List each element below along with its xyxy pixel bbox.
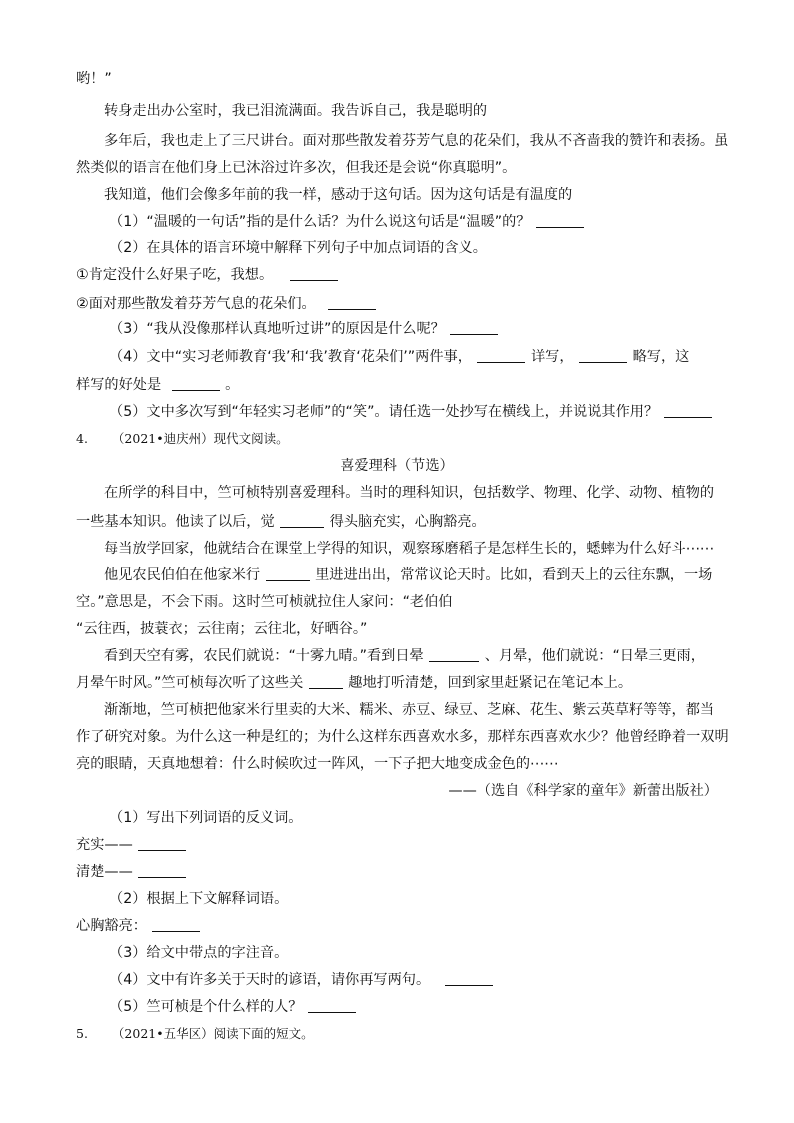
question-text: （5）文中多次写到“年轻实习老师”的“笑”。请任选一处抄写在横线上，并说说其作用？ (109, 404, 659, 420)
text-fragment: 里进进出出，常常议论天时。比如，看到天上的云往东飘，一场 (315, 567, 713, 583)
answer-blank[interactable] (328, 295, 376, 310)
text-fragment: 得头脑充实，心胸豁亮。 (329, 514, 486, 530)
text-line: 每当放学回家，他就结合在课堂上学得的知识，观察琢磨稻子是怎样生长的，蟋蟀为什么好斗⋯⋯ (104, 541, 715, 557)
answer-blank[interactable] (266, 566, 310, 581)
question-text: 样写的好处是 (76, 377, 162, 393)
text-line: 渐渐地，竺可桢把他家米行里卖的大米、糯米、赤豆、绿豆、芝麻、花生、紫云英草籽等等，都当 (104, 702, 715, 718)
question-2-1 (76, 265, 339, 285)
question-1 (109, 212, 585, 232)
text-line: （2）在具体的语言环境中解释下列句子中加点词语的含义。 (109, 240, 487, 256)
answer-blank[interactable] (138, 836, 186, 851)
text-fragment: 他见农民伯伯在他家米行 (104, 567, 261, 583)
question-4 (109, 347, 689, 367)
question-text: ②面对那些散发着芬芳气息的花朵们。 (76, 296, 316, 312)
problem-number: 5. (76, 1026, 88, 1041)
passage-source: ——（选自《科学家的童年》新蕾出版社） (448, 783, 718, 799)
text-fragment: 看到天空有雾，农民们就说：“十雾九晴。”看到日晕 (104, 648, 424, 664)
text-line-with-blank (104, 565, 712, 585)
answer-blank[interactable] (172, 376, 220, 391)
text-line: 在所学的科目中，竺可桢特别喜爱理科。当时的理科知识，包括数学、物理、化学、动物、植物的 (104, 485, 715, 501)
question-text: （5）竺可桢是个什么样的人？ (109, 999, 303, 1015)
problem-source: （2021•迪庆州）现代文阅读。 (111, 431, 289, 446)
answer-blank[interactable] (579, 348, 627, 363)
question-4-cont (76, 375, 239, 395)
text-fragment: 、月晕，他们就说：“日晕三更雨， (484, 648, 705, 664)
text-fragment: 月晕午时风。”竺可桢每次听了这些关 (76, 675, 304, 691)
question-4b (109, 970, 494, 990)
text-line: 亮的眼睛，天真地想着：什么时候吹过一阵风，一下子把大地变成金色的⋯⋯ (76, 756, 559, 772)
text-line: （1）写出下列词语的反义词。 (109, 810, 303, 826)
text-line: 空。”意思是，不会下雨。这时竺可桢就拉住人家问：“老伯伯 (76, 594, 453, 610)
text-fragment: 一些基本知识。他读了以后，觉 (76, 514, 275, 530)
question-text: （1）“温暖的一句话”指的是什么话？为什么说这句话是“温暖”的？ (109, 214, 531, 230)
question-text: 详写， (530, 349, 574, 365)
text-line: “云往西，披蓑衣；云往南；云往北，好晒谷。” (76, 621, 368, 637)
text-line: 哟！” (76, 71, 112, 87)
answer-blank[interactable] (477, 348, 525, 363)
antonym-item (76, 835, 187, 855)
answer-blank[interactable] (309, 674, 343, 689)
problem-number: 4. (76, 431, 88, 446)
passage-title: 喜爱理科（节选） (340, 458, 454, 474)
answer-blank[interactable] (429, 647, 479, 662)
problem-4-header (76, 429, 289, 449)
answer-blank[interactable] (290, 266, 338, 281)
text-line: 作了研究对象。为什么这一种是红的；为什么这样东西喜欢水多，那样东西喜欢水少？他曾经睁着一双明 (76, 729, 729, 745)
definition-item (76, 916, 201, 936)
question-text: （4）文中“实习老师教育‘我’和‘我’教育‘花朵们’”两件事， (109, 349, 472, 365)
question-text: 充实—— (76, 837, 133, 853)
text-line: 转身走出办公室时，我已泪流满面。我告诉自己，我是聪明的 (104, 103, 488, 119)
question-text: （3）“我从没像那样认真地听过讲”的原因是什么呢？ (109, 321, 445, 337)
antonym-item (76, 862, 187, 882)
answer-blank[interactable] (445, 971, 493, 986)
problem-5-header (76, 1024, 314, 1044)
question-text: 心胸豁亮： (76, 918, 147, 934)
text-line: （2）根据上下文解释词语。 (109, 891, 289, 907)
text-line-with-blank (76, 512, 486, 532)
answer-blank[interactable] (280, 513, 324, 528)
question-5 (109, 402, 713, 422)
answer-blank[interactable] (308, 998, 356, 1013)
question-text: 。 (225, 377, 240, 393)
text-fragment: 趣地打听清楚，回到家里赶紧记在笔记本上。 (348, 675, 633, 691)
text-line-with-blank (104, 646, 705, 666)
question-5b (109, 997, 357, 1017)
answer-blank[interactable] (536, 213, 584, 228)
question-text: 略写，这 (632, 349, 690, 365)
text-line: 多年后，我也走上了三尺讲台。面对那些散发着芬芳气息的花朵们，我从不吝啬我的赞许和表扬。虽 (104, 133, 729, 149)
answer-blank[interactable] (138, 863, 186, 878)
question-3 (109, 319, 499, 339)
text-line-with-blank (76, 673, 632, 693)
text-line: 我知道，他们会像多年前的我一样，感动于这句话。因为这句话是有温度的 (104, 187, 573, 203)
answer-blank[interactable] (664, 403, 712, 418)
answer-blank[interactable] (152, 917, 200, 932)
answer-blank[interactable] (450, 320, 498, 335)
text-line: 然类似的语言在他们身上已沐浴过许多次，但我还是会说“你真聪明”。 (76, 160, 517, 176)
text-line: （3）给文中带点的字注音。 (109, 945, 289, 961)
problem-source: （2021•五华区）阅读下面的短文。 (111, 1026, 314, 1041)
question-text: 清楚—— (76, 864, 133, 880)
question-2-2 (76, 294, 377, 314)
question-text: （4）文中有许多关于天时的谚语，请你再写两句。 (109, 972, 431, 988)
question-text: ①肯定没什么好果子吃，我想。 (76, 267, 274, 283)
